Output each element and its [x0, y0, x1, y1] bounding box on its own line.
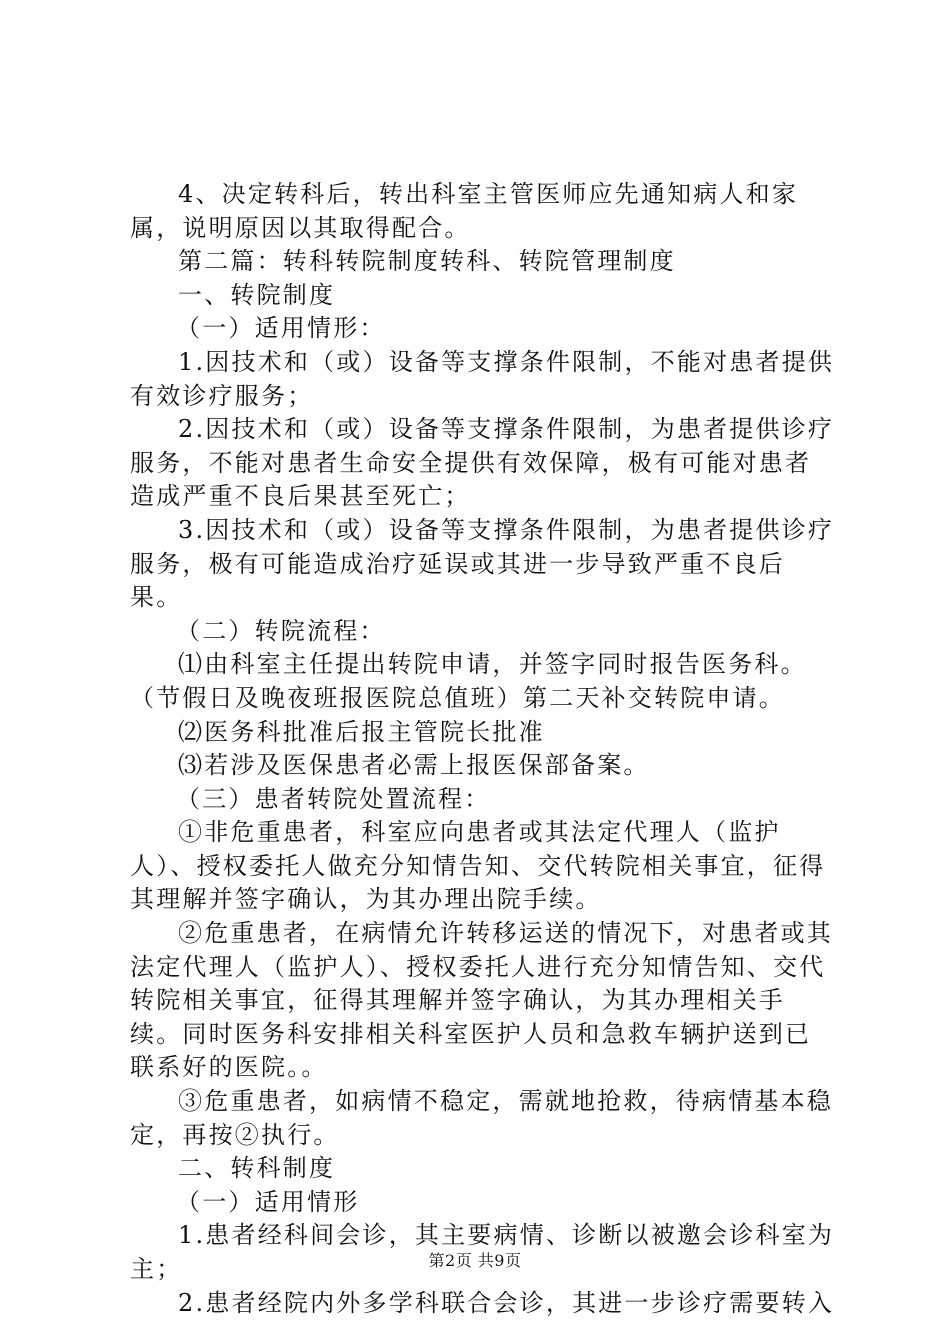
paragraph-dept-item-1: 1.患者经科间会诊，其主要病情、诊断以被邀会诊科室为主；: [130, 1221, 835, 1283]
paragraph-1: 4、决定转科后，转出科室主管医师应先通知病人和家属，说明原因以其取得配合。: [130, 180, 799, 242]
paragraph-2: 第二篇：转科转院制度转科、转院管理制度: [178, 247, 676, 276]
section-heading-transfer-hospital: 一、转院制度: [178, 280, 336, 309]
paragraph-item-3: 3.因技术和（或）设备等支撑条件限制，为患者提供诊疗服务，极有可能造成治疗延误或其进一步导致严重不良后果。: [130, 515, 835, 612]
paragraph-patient-2: ②危重患者，在病情允许转移运送的情况下，对患者或其法定代理人（监护人）、授权委托人进行充分知情告知、交代转院相关事宜，征得其理解并签字确认，为其办理相关手续。同时医务科安排相关科室医护人员和急救车辆护送到已联系好的医院。。: [130, 919, 833, 1082]
page-number-label: 第2页 共9页: [428, 1251, 522, 1270]
subheading-transfer-process: （二）转院流程：: [176, 616, 386, 645]
subheading-applicable-cases-2: （一）适用情形: [176, 1187, 360, 1216]
paragraph-process-2: ⑵医务科批准后报主管院长批准: [178, 717, 545, 746]
subheading-applicable-cases: （一）适用情形：: [176, 314, 386, 343]
subheading-patient-transfer: （三）患者转院处置流程：: [176, 784, 491, 813]
section-heading-transfer-department: 二、转科制度: [178, 1154, 336, 1183]
page-footer: [0, 1248, 950, 1271]
document-body: [130, 178, 835, 1320]
paragraph-patient-3: ③危重患者，如病情不稳定，需就地抢救，待病情基本稳定，再按②执行。: [130, 1087, 833, 1149]
paragraph-process-3: ⑶若涉及医保患者必需上报医保部备案。: [178, 751, 650, 780]
paragraph-process-1: ⑴由科室主任提出转院申请，并签字同时报告医务科。（节假日及晚夜班报医院总值班）第二天补交转院申请。: [130, 650, 807, 712]
paragraph-dept-item-2: 2.患者经院内外多学科联合会诊，其进一步诊疗需要转入: [178, 1288, 835, 1317]
paragraph-patient-1: ①非危重患者，科室应向患者或其法定代理人（监护人）、授权委托人做充分知情告知、交代转院相关事宜，征得其理解并签字确认，为其办理出院手续。: [130, 818, 826, 914]
paragraph-item-2: 2.因技术和（或）设备等支撑条件限制，为患者提供诊疗服务，不能对患者生命安全提供有效保障，极有可能对患者造成严重不良后果甚至死亡；: [130, 415, 835, 511]
paragraph-item-1: 1.因技术和（或）设备等支撑条件限制，不能对患者提供有效诊疗服务；: [130, 347, 835, 410]
